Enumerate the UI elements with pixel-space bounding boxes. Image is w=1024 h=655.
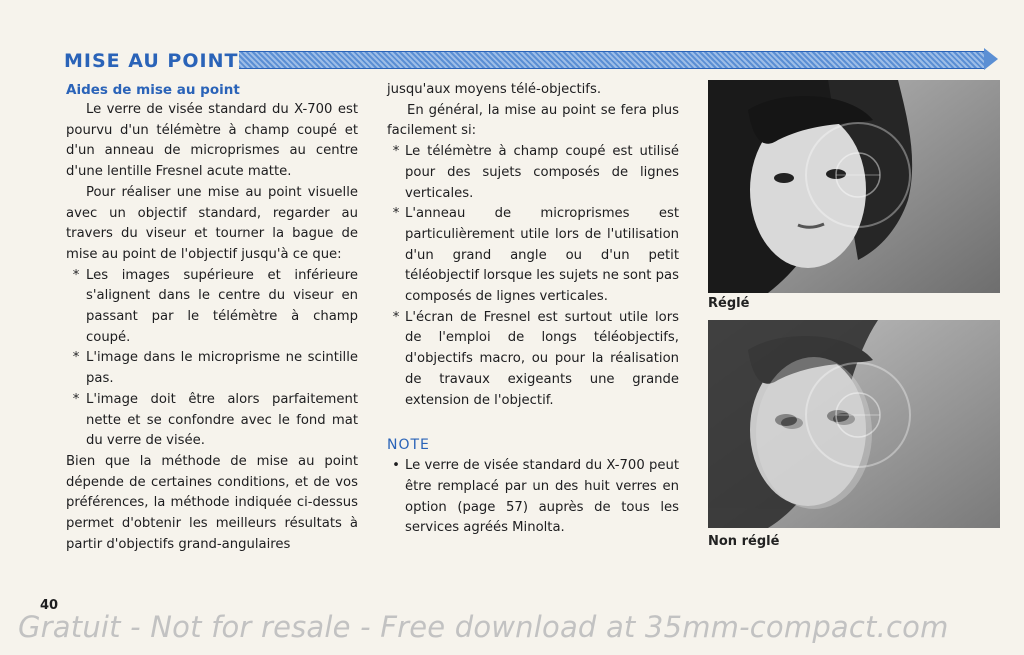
asterisk-icon: * — [392, 206, 400, 222]
asterisk-icon: * — [392, 144, 400, 160]
text-column-left — [66, 80, 358, 555]
paragraph: jusqu'aux moyens télé-objectifs. — [387, 82, 602, 97]
paragraph: Bien que la méthode de mise au point dépende de certaines conditions, et de vos préférences, la méthode indiquée ci-dessus permet d'obtenir les meilleurs résultats à partir d'objectifs grand-angulaires — [66, 453, 358, 552]
bullet-item — [66, 390, 358, 452]
section-title: MISE AU POINT — [64, 50, 239, 72]
text-column-middle — [387, 80, 679, 539]
asterisk-icon: * — [392, 309, 400, 325]
bullet-item — [66, 266, 358, 349]
paragraph: Le verre de visée standard du X-700 est pourvu d'un télémètre à champ coupé et d'un anneau de microprismes au centre d'une lentille Fresnel acute matte. — [66, 102, 358, 180]
photo-caption: Réglé — [708, 296, 750, 311]
bullet-text: Les images supérieure et inférieure s'alignent dans le centre du viseur en passant par le télémètre à champ coupé. — [86, 267, 358, 345]
asterisk-icon: * — [72, 350, 80, 366]
focused-photo — [708, 80, 1000, 293]
note-text: Le verre de visée standard du X-700 peut être remplacé par un des huit verres en option (page 57) auprès de tous les services agréés Minolta. — [405, 458, 679, 536]
bullet-item — [66, 348, 358, 389]
watermark-text: Gratuit - Not for resale - Free download at 35mm-compact.com — [18, 610, 949, 644]
header-arrow-icon — [984, 48, 998, 70]
paragraph: Pour réaliser une mise au point visuelle avec un objectif standard, regarder au travers du viseur et tourner la bague de mise au point de l'objectif jusqu'à ce que: — [66, 184, 358, 262]
bullet-text: L'écran de Fresnel est surtout utile lors de l'emploi de longs téléobjectifs, d'objectifs macro, ou pour la réalisation de travaux exigeants une grande extension de l'objectif. — [405, 309, 679, 408]
photo-caption: Non réglé — [708, 534, 780, 549]
bullet-text: L'image doit être alors parfaitement nette et se confondre avec le fond mat du verre de visée. — [86, 391, 358, 449]
section-header — [64, 48, 999, 74]
bullet-text: L'image dans le microprisme ne scintille pas. — [86, 350, 358, 387]
bullet-item — [387, 142, 679, 204]
note-item — [387, 456, 679, 539]
bullet-item — [387, 308, 679, 412]
bullet-text: L'anneau de microprismes est particulièrement utile lors de l'utilisation d'un grand angle ou d'un petit téléobjectif lorsque les sujets ne sont pas composés de lignes verticales. — [405, 206, 679, 305]
bullet-item — [387, 204, 679, 308]
paragraph: En général, la mise au point se fera plus facilement si: — [387, 102, 679, 139]
asterisk-icon: * — [72, 391, 80, 407]
subsection-title: Aides de mise au point — [66, 82, 240, 98]
bullet-text: Le télémètre à champ coupé est utilisé pour des sujets composés de lignes verticales. — [405, 144, 679, 201]
page-number: 40 — [40, 598, 59, 613]
asterisk-icon: * — [72, 267, 80, 283]
note-label: NOTE — [387, 437, 430, 454]
unfocused-photo — [708, 320, 1000, 528]
header-stripe-bar — [239, 51, 984, 69]
bullet-dot-icon: • — [392, 458, 400, 474]
